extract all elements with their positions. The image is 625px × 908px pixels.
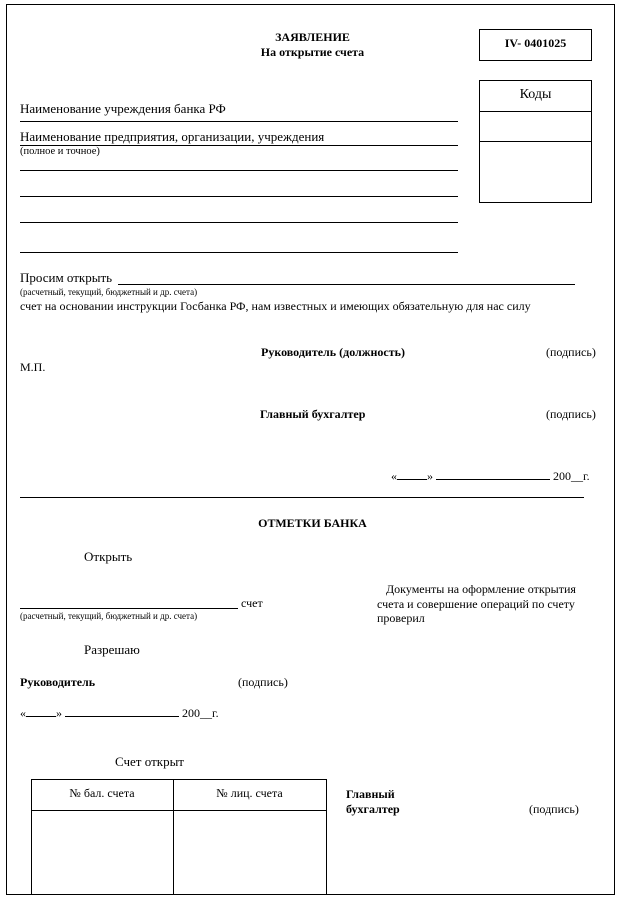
account-opened-label: Счет открыт [115,754,184,769]
codes-label: Коды [519,87,552,102]
bank-chief-label-line2: бухгалтер [346,802,400,816]
account-table-top [31,779,327,780]
permit-label: Разрешаю [84,642,140,657]
bank-account-note: (расчетный, текущий, бюджетный и др. счета) [20,611,198,621]
balance-account-cell[interactable] [32,811,172,895]
org-name-note: (полное и точное) [20,146,100,157]
codes-divider [479,141,592,142]
account-type-note: (расчетный, текущий, бюджетный и др. счета) [20,287,198,297]
codes-divider [479,111,592,112]
head-position-label: Руководитель (должность) [261,345,405,359]
org-name-line[interactable] [20,252,458,253]
org-name-line[interactable] [20,196,458,197]
bank-name-line[interactable] [20,121,458,122]
bank-name-label: Наименование учреждения банка РФ [20,101,226,116]
date-month-blank[interactable] [65,716,179,717]
balance-account-header: № бал. счета [69,786,135,800]
personal-account-cell[interactable] [174,811,325,895]
account-word: счет [241,596,263,610]
personal-account-header: № лиц. счета [216,786,283,800]
date-close-quote: » [56,706,62,720]
bank-chief-label-line1: Главный [346,787,395,801]
head-signature: (подпись) [546,345,596,359]
form-subtitle: На открытие счета [260,45,365,59]
chief-accountant-signature: (подпись) [546,407,596,421]
date-year: 200__г. [553,469,590,483]
org-name-line[interactable] [20,222,458,223]
date-day-blank[interactable] [397,479,427,480]
account-type-line[interactable] [118,284,575,285]
docs-checked-line2: счета и совершение операций по счету [377,597,575,611]
chief-accountant-label: Главный бухгалтер [260,407,366,421]
open-label: Открыть [84,549,133,564]
bank-date[interactable] [20,706,219,721]
date-month-blank[interactable] [436,479,550,480]
date-year: 200__г. [182,706,219,720]
date-open-quote: « [20,706,26,720]
org-name-line[interactable] [20,170,458,171]
bank-chief-signature: (подпись) [529,802,579,816]
bank-head-label: Руководитель [20,675,96,689]
account-table-right [326,779,327,895]
bank-account-type-line[interactable] [20,608,238,609]
docs-checked-line1: Документы на оформление открытия [386,582,576,596]
date-day-blank[interactable] [26,716,56,717]
bank-head-signature: (подпись) [238,675,288,689]
open-request-label: Просим открыть [20,270,113,285]
stamp-label: М.П. [20,360,46,374]
date-open-quote: « [391,469,397,483]
form-title: ЗАЯВЛЕНИЕ [275,30,350,44]
docs-checked-line3: проверил [377,611,425,625]
request-basis: счет на основании инструкции Госбанка РФ, нам известных и имеющих обязательную для нас силу [20,299,531,313]
form-code: IV- 0401025 [504,36,567,50]
org-name-label: Наименование предприятия, организации, учреждения [20,129,325,144]
bank-marks-title: ОТМЕТКИ БАНКА [258,516,367,530]
date-close-quote: » [427,469,433,483]
application-date[interactable] [391,469,590,484]
section-divider [20,497,584,498]
